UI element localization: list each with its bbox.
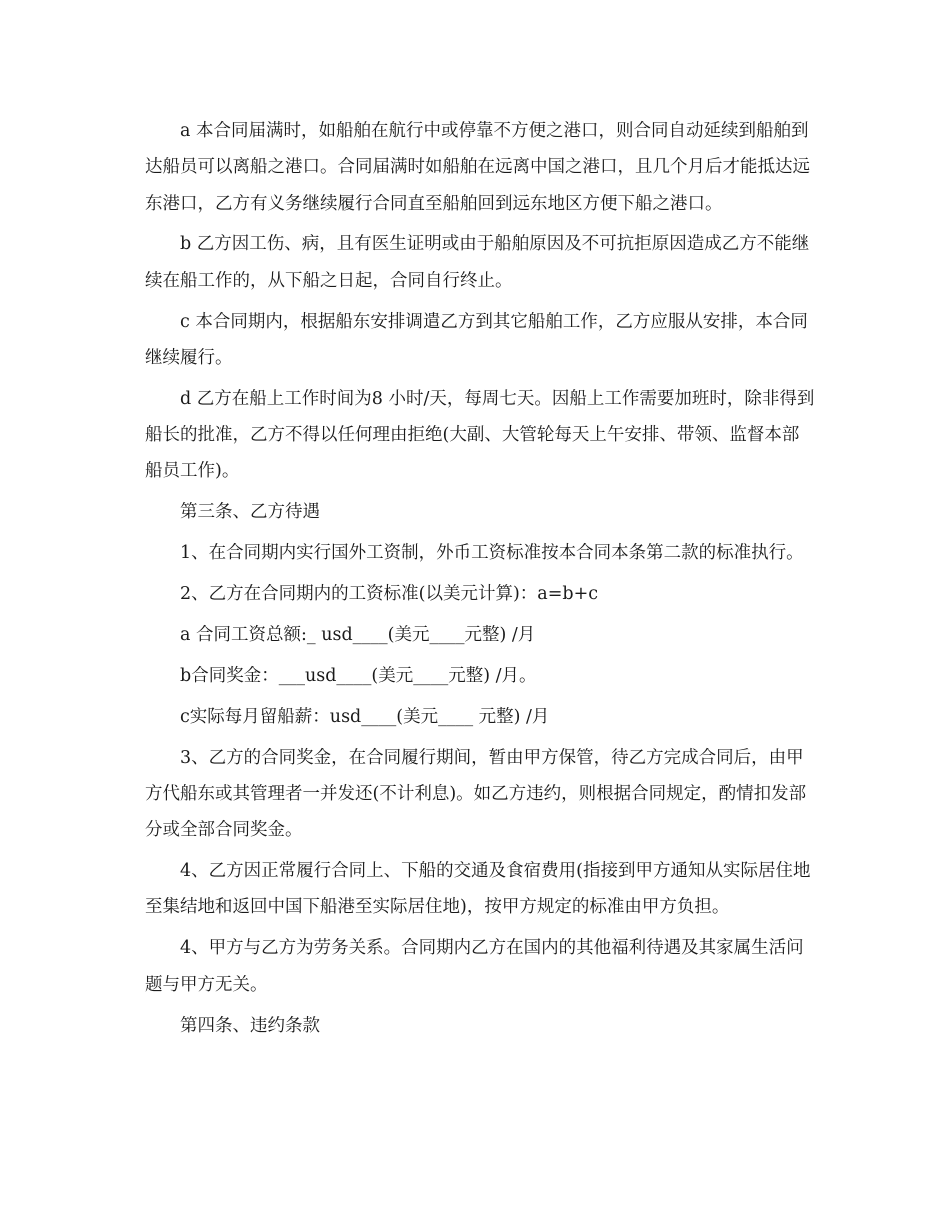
paragraph-clause-d: d 乙方在船上工作时间为8 小时/天，每周七天。因船上工作需要加班时，除非得到船长的批准，乙方不得以任何理由拒绝(大副、大管轮每天上午安排、带领、监督本部船员工作)。 (145, 388, 815, 482)
paragraph-item-2: 2、乙方在合同期内的工资标准(以美元计算)：a=b+c (180, 584, 599, 605)
paragraph-item-1: 1、在合同期内实行国外工资制，外币工资标准按本合同本条第二款的标准执行。 (180, 543, 804, 564)
paragraph-clause-a: a 本合同届满时，如船舶在航行中或停靠不方便之港口，则合同自动延续到船舶到达船员可以离船之港口。合同届满时如船舶在远离中国之港口，且几个月后才能抵达远东港口，乙方有义务继续履行合同直至船舶回到远东地区方便下船之港口。 (145, 121, 810, 214)
section-heading-article-4: 第四条、违约条款 (180, 1015, 320, 1036)
paragraph-item-4-relation: 4、甲方与乙方为劳务关系。合同期内乙方在国内的其他福利待遇及其家属生活问题与甲方无关。 (145, 938, 804, 995)
section-heading-article-3: 第三条、乙方待遇 (180, 502, 320, 523)
paragraph-wage-total: a 合同工资总额:_ usd____(美元____元整) /月 (180, 625, 536, 646)
paragraph-clause-c: c 本合同期内，根据船东安排调遣乙方到其它船舶工作，乙方应服从安排，本合同继续履行。 (145, 311, 808, 368)
paragraph-clause-b: b 乙方因工伤、病，且有医生证明或由于船舶原因及不可抗拒原因造成乙方不能继续在船工作的，从下船之日起，合同自行终止。 (145, 234, 810, 291)
document-body (145, 113, 815, 1048)
paragraph-bonus: b合同奖金：___usd____(美元____元整) /月。 (180, 665, 537, 686)
paragraph-item-4-travel: 4、乙方因正常履行合同上、下船的交通及食宿费用(指接到甲方通知从实际居住地至集结地和返回中国下船港至实际居住地)，按甲方规定的标准由甲方负担。 (145, 861, 811, 918)
paragraph-item-3: 3、乙方的合同奖金，在合同履行期间，暂由甲方保管，待乙方完成合同后，由甲方代船东或其管理者一并发还(不计利息)。如乙方违约，则根据合同规定，酌情扣发部分或全部合同奖金。 (145, 747, 807, 841)
paragraph-onboard-pay: c实际每月留船薪：usd____(美元____ 元整) /月 (180, 706, 550, 727)
